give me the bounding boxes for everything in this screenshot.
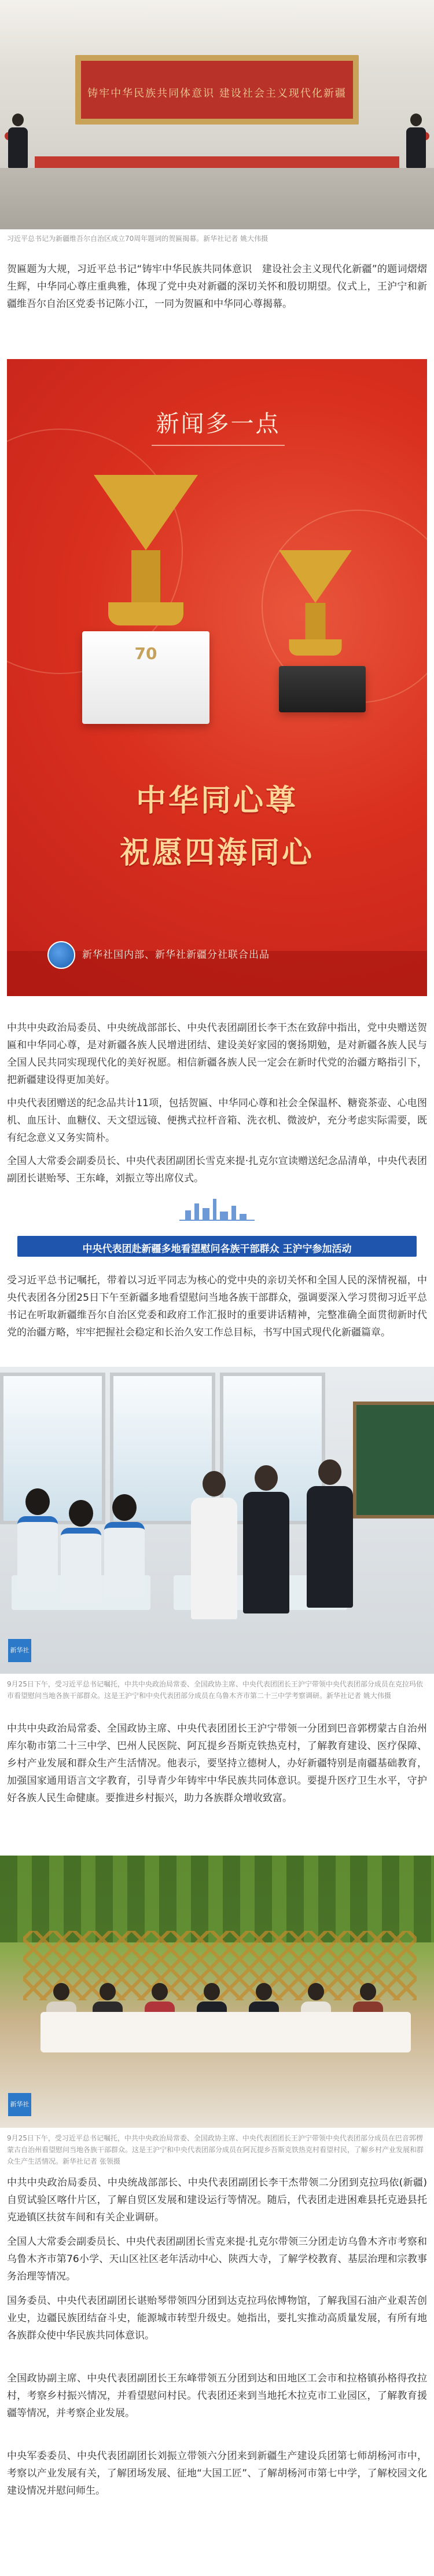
poster-footer-text: 新华社国内部、新华社新疆分社联合出品 [82, 949, 270, 961]
plaque-text: 铸牢中华民族共同体意识 建设社会主义现代化新疆 [87, 87, 347, 100]
student [104, 1494, 145, 1597]
poster-stamp-title: 新闻多一点 [156, 411, 281, 437]
photo-watermark: 新华社 [8, 2093, 31, 2116]
zun-vessel-small [279, 550, 352, 656]
paragraph-2: 中央代表团赠送的纪念品共计11项，包括贺匾、中华同心尊和社会全保温杯、糖瓷茶壶、心电图机、血压计、血糖仪、天文望远镜、便携式拉杆音箱、洗衣机、微波炉，充分考虑实际需要，既有纪念意义又务实简朴。 [7, 1097, 427, 1144]
section-title-text: 中央代表团赴新疆多地看望慰问各族干部群众 王沪宁参加活动 [82, 1243, 352, 1255]
official [191, 1471, 237, 1619]
paragraph-bottom-5: 中央军委委员、中央代表团副团长刘振立带领六分团来到新疆生产建设兵团第七师胡杨河市中，考察以产业发展有关，了解团场发展、征地“大国工匠”、了解胡杨河市第七中学，了解校园文化建设情况并慰问师生。 [7, 2450, 427, 2497]
pedestal-large [82, 631, 209, 724]
banquet-table [41, 2012, 411, 2052]
pedestal-small [279, 666, 366, 712]
classroom-photo [0, 1367, 434, 1674]
person-left [8, 114, 28, 168]
blackboard [353, 1402, 434, 1518]
poster-headline-1: 中华同心尊 [135, 783, 298, 818]
paragraph-bottom-1: 中共中央政治局委员、中央统战部部长、中央代表团副团长李干杰带领二分团到克拉玛依(新疆)自贸试验区喀什片区，了解自贸区发展和建设运行等情况。随后，代表团走进困难县托克逊县托克逊镇区扶贫车间和有关企业调研。 [7, 2177, 427, 2223]
zun-vessel-large [94, 475, 198, 625]
stamp-underline [152, 445, 285, 446]
photo4-caption: 9月25日下午，受习近平总书记嘱托，中共中央政治局常委、全国政协主席、中央代表团团长王沪宁带领中央代表团部分成员在巴音郭楞蒙古自治州看望慰问当地各族干部群众。这是王沪宁和中央代表团部分成员在阿瓦提乡吾斯克铁热克村看望村民，了解乡村产业发展和群众生产生活情况。新华社记者 张领摄 [7, 2134, 424, 2165]
grape-trellis [0, 1856, 434, 1942]
paragraph-3: 全国人大常委会副委员长、中央代表团副团长雪克来提·扎克尔宣读赠送纪念品清单，中央代表团副团长谌贻琴、王东峰，刘振立等出席仪式。 [7, 1155, 427, 1184]
paragraph-1: 中共中央政治局委员、中央统战部部长、中央代表团副团长李干杰在致辞中指出，党中央赠送贺匾和中华同心尊，是对新疆各族人民增进团结、建设美好家园的褒扬期勉，是对新疆各族人民与全国人民共同实现现代化的美好祝愿。相信新疆各族人民一定会在新时代党的治疆方略指引下，把新疆建设得更加美好。 [7, 1022, 427, 1086]
official [307, 1459, 353, 1608]
banquet-photo [0, 1856, 434, 2128]
plaque-board [75, 55, 359, 125]
plaque-inner [81, 61, 353, 119]
unveiling-photo [0, 0, 434, 229]
intro-paragraph: 贺匾题为大规，习近平总书记“铸牢中华民族共同体意识 建设社会主义现代化新疆”的题词熠熠生辉，中华同心尊庄重典雅，体现了党中央对新疆的深切关怀和殷切期望。仪式上，王沪宁和新疆维吾尔自治区党委书记陈小江，一同为贺匾和中华同心尊揭幕。 [7, 264, 427, 310]
student [17, 1488, 58, 1591]
paragraph-bottom-4: 全国政协副主席、中央代表团副团长王东峰带领五分团到达和田地区工会市和拉格镇孙格得孜拉村，考察乡村振兴情况，并看望慰问村民。代表团还来到当地托木拉克市工业园区，了解教育援疆等情况，并考察企业发展。 [7, 2373, 427, 2419]
skyline-divider-icon [179, 1198, 255, 1221]
paragraph-after-photo3: 中共中央政治局常委、全国政协主席、中央代表团团长王沪宁带领一分团到巴音郭楞蒙古自治州库尔勒市第二十三中学、巴州人民医院、阿瓦提乡吾斯克铁热克村，了解教育建设、医疗保障、乡村产业发展和群众生产生活情况。他表示，要坚持立德树人，办好新疆特别是南疆基础教育，加强国家通用语言文字教育，引导青少年铸牢中华民族共同体意识。要提升医疗卫生水平，守护好各族人民生命健康。要推进乡村振兴，助力各族群众增收致富。 [7, 1723, 427, 1804]
stage-floor [0, 168, 434, 229]
paragraph-bottom-2: 全国人大常委会副委员长、中央代表团副团长雪克来提·扎克尔带领三分团走访乌鲁木齐市考察和乌鲁木齐市第76小学、天山区社区老年活动中心、陕西大寺，了解学校教育、基层治理和宗教事务治理等情况。 [7, 2236, 427, 2282]
photo1-caption: 习近平总书记为新疆维吾尔自治区成立70周年题词的贺匾揭幕。新华社记者 姚大伟摄 [7, 235, 269, 243]
poster-headline-2: 祝愿四海同心 [119, 835, 314, 870]
poster-graphic [7, 359, 427, 996]
person-right [406, 114, 426, 168]
pedestal-number: 70 [134, 644, 157, 663]
photo-watermark: 新华社 [8, 1639, 31, 1662]
photo3-caption: 9月25日下午，受习近平总书记嘱托，中共中央政治局常委、全国政协主席、中央代表团团长王沪宁带领中央代表团部分成员在克拉玛依市看望慰问当地各族干部群众。这是王沪宁和中央代表团部分成员在乌鲁木齐市第二十三中学考察调研。新华社记者 姚大伟摄 [7, 1680, 423, 1700]
student [61, 1500, 101, 1603]
section-title-banner [7, 1234, 427, 1259]
paragraph-bottom-3: 国务委员、中央代表团副团长谌贻琴带领四分团到达克拉玛依博物馆，了解我国石油产业艰苦创业史，边疆民族团结奋斗史，能源城市转型升级史。她指出，要扎实推动高质量发展，有所有地各族群众使中华民族共同体意识。 [7, 2295, 427, 2341]
section-paragraph: 受习近平总书记嘱托，带着以习近平同志为核心的党中央的亲切关怀和全国人民的深情祝福，中央代表团各分团25日下午至新疆多地看望慰问当地各族干部群众，强调要深入学习贯彻习近平总书记在听取新疆维吾尔自治区党委和政府工作汇报时的重要讲话精神，完整准确全面贯彻新时代党的治疆方略，牢牢把握社会稳定和长治久安工作总目标，书写中国式现代化新疆篇章。 [7, 1275, 427, 1338]
xinhua-logo-icon [47, 941, 75, 969]
official [243, 1465, 289, 1613]
